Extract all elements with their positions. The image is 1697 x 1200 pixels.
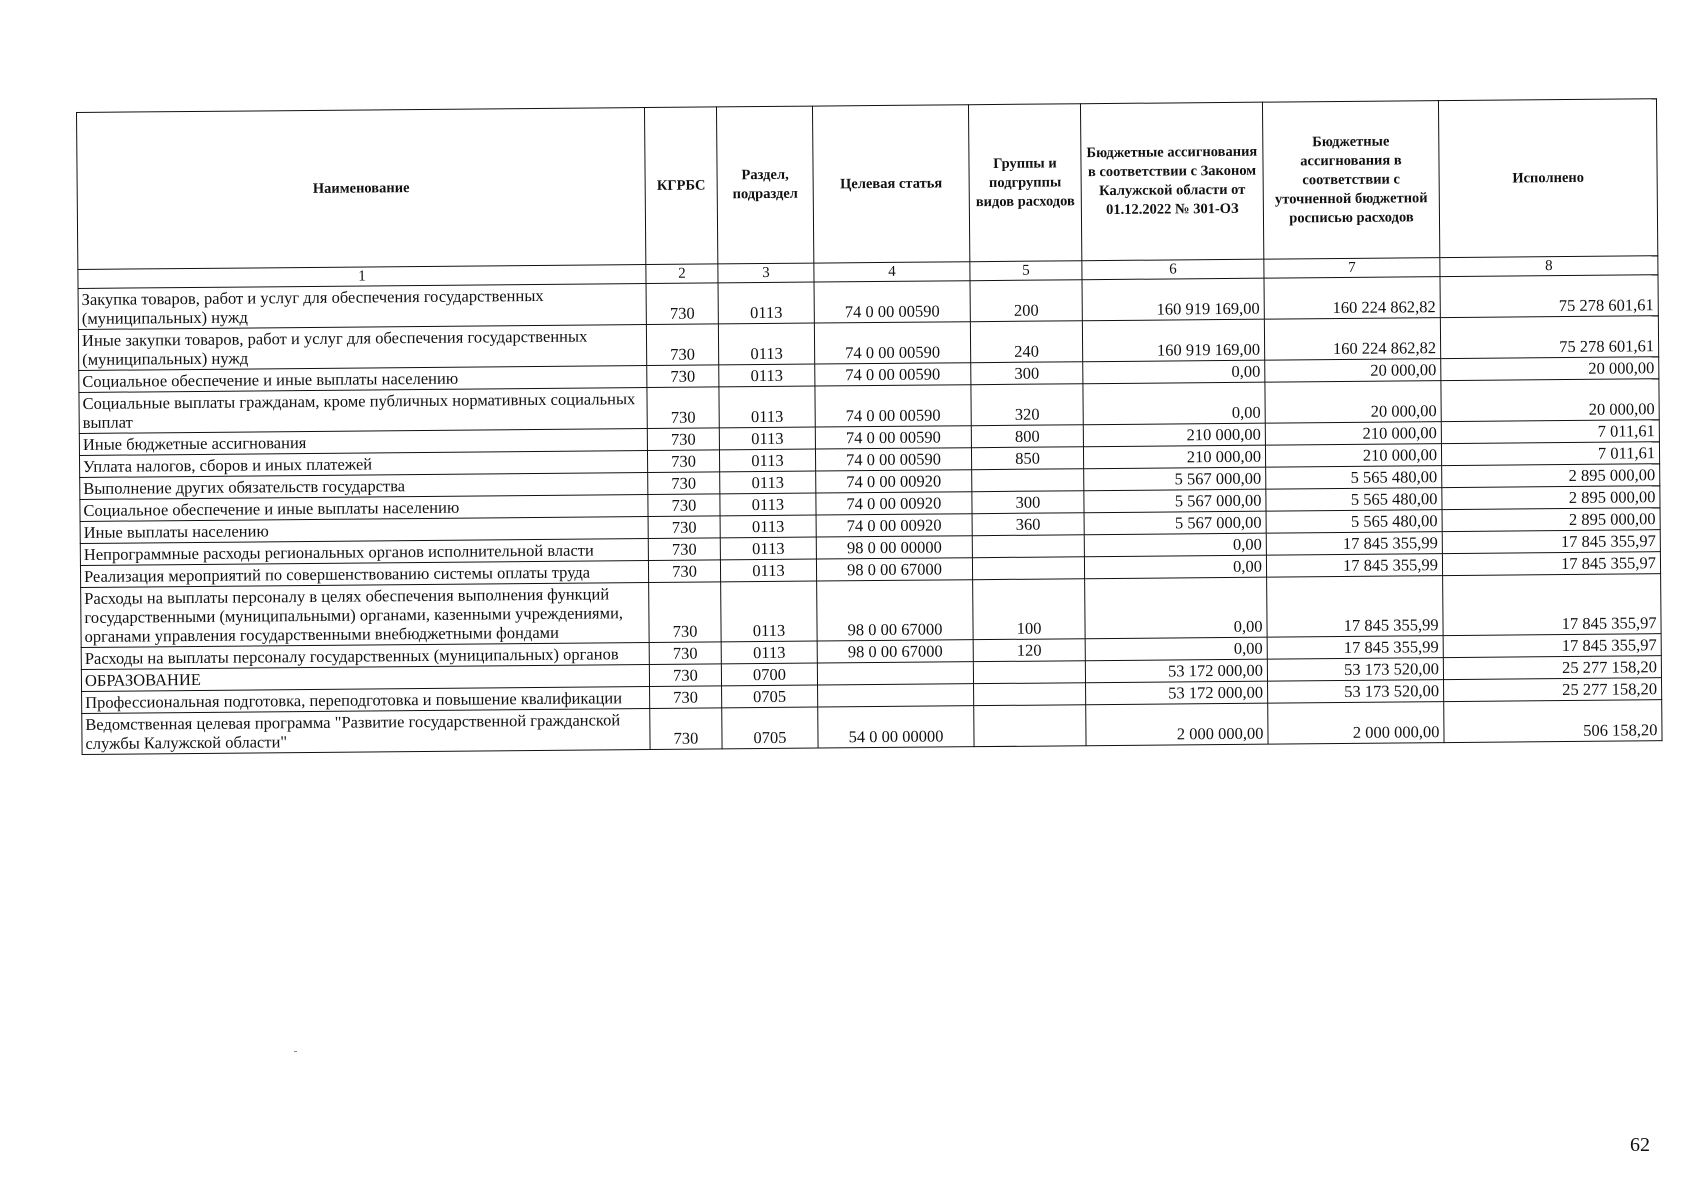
row-expense-group (972, 469, 1084, 492)
row-section: 0113 (720, 559, 816, 582)
row-law-amount: 0,00 (1084, 533, 1266, 557)
row-name: Закупка товаров, работ и услуг для обеспечения государственных (муниципальных) нужд (78, 284, 646, 330)
row-executed-amount: 2 895 000,00 (1442, 464, 1660, 488)
budget-execution-table (76, 98, 1663, 755)
row-expense-group (972, 535, 1084, 558)
row-refined-amount: 210 000,00 (1265, 444, 1441, 468)
row-expense-group (974, 683, 1086, 706)
row-section: 0113 (719, 386, 815, 428)
row-kgrbs: 730 (647, 387, 719, 429)
row-refined-amount: 17 845 355,99 (1267, 576, 1444, 638)
row-refined-amount: 17 845 355,99 (1266, 532, 1442, 556)
row-kgrbs: 730 (648, 472, 720, 495)
row-law-amount: 0,00 (1083, 360, 1265, 384)
row-law-amount: 0,00 (1083, 382, 1265, 425)
row-refined-amount: 160 224 862,82 (1264, 277, 1440, 320)
row-law-amount: 210 000,00 (1083, 445, 1265, 469)
row-refined-amount: 5 565 480,00 (1266, 510, 1442, 534)
row-refined-amount: 17 845 355,99 (1267, 636, 1443, 660)
row-name: Расходы на выплаты персоналу в целях обеспечения выполнения функций государственными (муниципальными) органами, казенными учреждениями, органами управления государственными внебюджетными фондами (81, 583, 650, 648)
row-law-amount: 0,00 (1084, 555, 1266, 579)
row-refined-amount: 160 224 862,82 (1264, 318, 1440, 361)
table-body (78, 275, 1662, 755)
row-name: Социальное обеспечение и иные выплаты населению (79, 366, 647, 393)
row-kgrbs: 730 (649, 642, 721, 665)
row-executed-amount: 25 277 158,20 (1444, 678, 1662, 702)
row-executed-amount: 2 895 000,00 (1442, 486, 1660, 510)
budget-table-sheet (76, 98, 1662, 755)
row-refined-amount: 5 565 480,00 (1266, 466, 1442, 490)
row-expense-group: 320 (971, 384, 1083, 426)
scan-speck (294, 1051, 297, 1052)
row-expense-group (974, 705, 1086, 747)
row-law-amount: 5 567 000,00 (1084, 511, 1266, 535)
row-law-amount: 2 000 000,00 (1086, 703, 1268, 746)
row-kgrbs: 730 (649, 664, 721, 687)
row-section: 0113 (721, 581, 818, 642)
row-executed-amount: 17 845 355,97 (1443, 634, 1661, 658)
row-target-article: 74 0 00 00590 (815, 385, 971, 427)
row-refined-amount: 2 000 000,00 (1268, 702, 1444, 745)
row-executed-amount: 17 845 355,97 (1443, 574, 1662, 636)
row-refined-amount: 5 565 480,00 (1266, 488, 1442, 512)
row-executed-amount: 75 278 601,61 (1440, 275, 1658, 318)
row-executed-amount: 20 000,00 (1441, 357, 1659, 381)
row-name: Расходы на выплаты персоналу государственных (муниципальных) органов (81, 643, 649, 670)
row-kgrbs: 730 (646, 283, 718, 325)
row-section: 0113 (718, 323, 814, 365)
row-target-article (818, 684, 974, 707)
page-number: 62 (1630, 1134, 1650, 1156)
row-section: 0705 (722, 685, 818, 708)
row-law-amount: 5 567 000,00 (1084, 467, 1266, 491)
row-target-article: 98 0 00 67000 (816, 558, 972, 581)
row-name: Иные бюджетные ассигнования (79, 429, 647, 456)
row-refined-amount: 53 173 520,00 (1267, 658, 1443, 682)
row-target-article: 98 0 00 00000 (816, 536, 972, 559)
row-section: 0113 (719, 364, 815, 387)
row-executed-amount: 17 845 355,97 (1442, 530, 1660, 554)
row-law-amount: 53 172 000,00 (1086, 681, 1268, 705)
header-target-article: Целевая статья (812, 105, 969, 263)
row-executed-amount: 506 158,20 (1444, 700, 1662, 743)
header-kgrbs: КГРБС (644, 107, 717, 265)
row-kgrbs: 730 (650, 708, 722, 750)
column-number: 8 (1440, 256, 1658, 277)
row-target-article: 74 0 00 00590 (815, 426, 971, 449)
row-name: Социальные выплаты гражданам, кроме публичных нормативных социальных выплат (79, 388, 647, 434)
column-number: 2 (646, 264, 718, 284)
row-expense-group: 200 (970, 280, 1082, 322)
row-kgrbs: 730 (648, 494, 720, 517)
row-kgrbs: 730 (647, 365, 719, 388)
row-kgrbs: 730 (648, 538, 720, 561)
row-expense-group: 300 (972, 491, 1084, 514)
row-section: 0113 (720, 471, 816, 494)
column-number: 3 (718, 263, 814, 283)
column-number: 5 (970, 261, 1082, 281)
row-name: Иные выплаты населению (80, 517, 648, 544)
row-expense-group: 120 (973, 639, 1085, 662)
column-number: 4 (814, 262, 970, 282)
row-executed-amount: 25 277 158,20 (1443, 656, 1661, 680)
header-name: Наименование (77, 108, 646, 270)
row-executed-amount: 17 845 355,97 (1442, 552, 1660, 576)
row-name: Реализация мероприятий по совершенствованию системы оплаты труда (80, 561, 648, 588)
row-executed-amount: 7 011,61 (1441, 442, 1659, 466)
row-section: 0700 (721, 663, 817, 686)
row-refined-amount: 17 845 355,99 (1266, 554, 1442, 578)
row-target-article: 74 0 00 00920 (816, 470, 972, 493)
row-kgrbs: 730 (646, 324, 718, 366)
header-refined-allocations: Бюджетные ассигнования в соответствии с уточненной бюджетной росписью расходов (1262, 101, 1439, 260)
row-target-article: 74 0 00 00590 (814, 281, 970, 323)
row-section: 0113 (718, 282, 814, 324)
header-expense-groups: Группы и подгруппы видов расходов (968, 104, 1081, 262)
row-refined-amount: 20 000,00 (1265, 381, 1441, 424)
row-name: Профессиональная подготовка, переподготовка и повышение квалификации (82, 687, 650, 714)
row-section: 0705 (722, 707, 818, 749)
row-name: Ведомственная целевая программа "Развитие государственной гражданской службы Калужской области" (82, 709, 650, 755)
row-kgrbs: 730 (648, 560, 720, 583)
row-section: 0113 (720, 515, 816, 538)
row-section: 0113 (720, 537, 816, 560)
header-executed: Исполнено (1438, 99, 1657, 258)
row-section: 0113 (719, 427, 815, 450)
row-target-article: 98 0 00 67000 (817, 580, 974, 641)
row-section: 0113 (719, 449, 815, 472)
header-law-allocations: Бюджетные ассигнования в соответствии с Законом Калужской области от 01.12.2022 № 301-ОЗ (1080, 102, 1263, 261)
column-number: 6 (1082, 259, 1264, 280)
column-number: 1 (78, 265, 646, 289)
row-law-amount: 160 919 169,00 (1082, 319, 1264, 362)
row-executed-amount: 7 011,61 (1441, 420, 1659, 444)
row-section: 0113 (721, 641, 817, 664)
row-kgrbs: 730 (650, 686, 722, 709)
row-kgrbs: 730 (647, 428, 719, 451)
row-expense-group: 240 (970, 321, 1082, 363)
row-section: 0113 (720, 493, 816, 516)
row-expense-group (972, 557, 1084, 580)
row-expense-group: 800 (971, 425, 1083, 448)
row-kgrbs: 730 (647, 450, 719, 473)
row-refined-amount: 53 173 520,00 (1268, 680, 1444, 704)
row-executed-amount: 75 278 601,61 (1440, 316, 1658, 359)
row-target-article: 54 0 00 00000 (818, 706, 974, 748)
row-kgrbs: 730 (648, 516, 720, 539)
row-name: Уплата налогов, сборов и иных платежей (79, 451, 647, 478)
row-law-amount: 210 000,00 (1083, 423, 1265, 447)
row-target-article: 74 0 00 00920 (816, 492, 972, 515)
row-refined-amount: 20 000,00 (1265, 359, 1441, 383)
row-target-article: 98 0 00 67000 (817, 640, 973, 663)
row-target-article: 74 0 00 00590 (815, 363, 971, 386)
row-refined-amount: 210 000,00 (1265, 422, 1441, 446)
row-name: Социальное обеспечение и иные выплаты населению (80, 495, 648, 522)
row-target-article: 74 0 00 00920 (816, 514, 972, 537)
row-expense-group (973, 661, 1085, 684)
row-expense-group: 300 (971, 362, 1083, 385)
row-target-article: 74 0 00 00590 (815, 448, 971, 471)
row-expense-group: 850 (971, 447, 1083, 470)
column-number: 7 (1264, 258, 1440, 279)
row-target-article: 74 0 00 00590 (814, 322, 970, 364)
row-law-amount: 53 172 000,00 (1085, 659, 1267, 683)
row-law-amount: 5 567 000,00 (1084, 489, 1266, 513)
row-expense-group: 100 (973, 579, 1086, 640)
row-law-amount: 160 919 169,00 (1082, 278, 1264, 321)
row-expense-group: 360 (972, 513, 1084, 536)
row-name: Непрограммные расходы региональных органов исполнительной власти (80, 539, 648, 566)
row-executed-amount: 20 000,00 (1441, 379, 1659, 422)
header-row (77, 99, 1658, 270)
row-law-amount: 0,00 (1085, 637, 1267, 661)
row-name: Выполнение других обязательств государства (80, 473, 648, 500)
header-section: Раздел, подраздел (716, 106, 813, 264)
row-name: ОБРАЗОВАНИЕ (81, 665, 649, 692)
row-law-amount: 0,00 (1085, 577, 1268, 639)
row-executed-amount: 2 895 000,00 (1442, 508, 1660, 532)
row-name: Иные закупки товаров, работ и услуг для обеспечения государственных (муниципальных) нужд (78, 325, 646, 371)
row-kgrbs: 730 (649, 582, 722, 643)
row-target-article (817, 662, 973, 685)
